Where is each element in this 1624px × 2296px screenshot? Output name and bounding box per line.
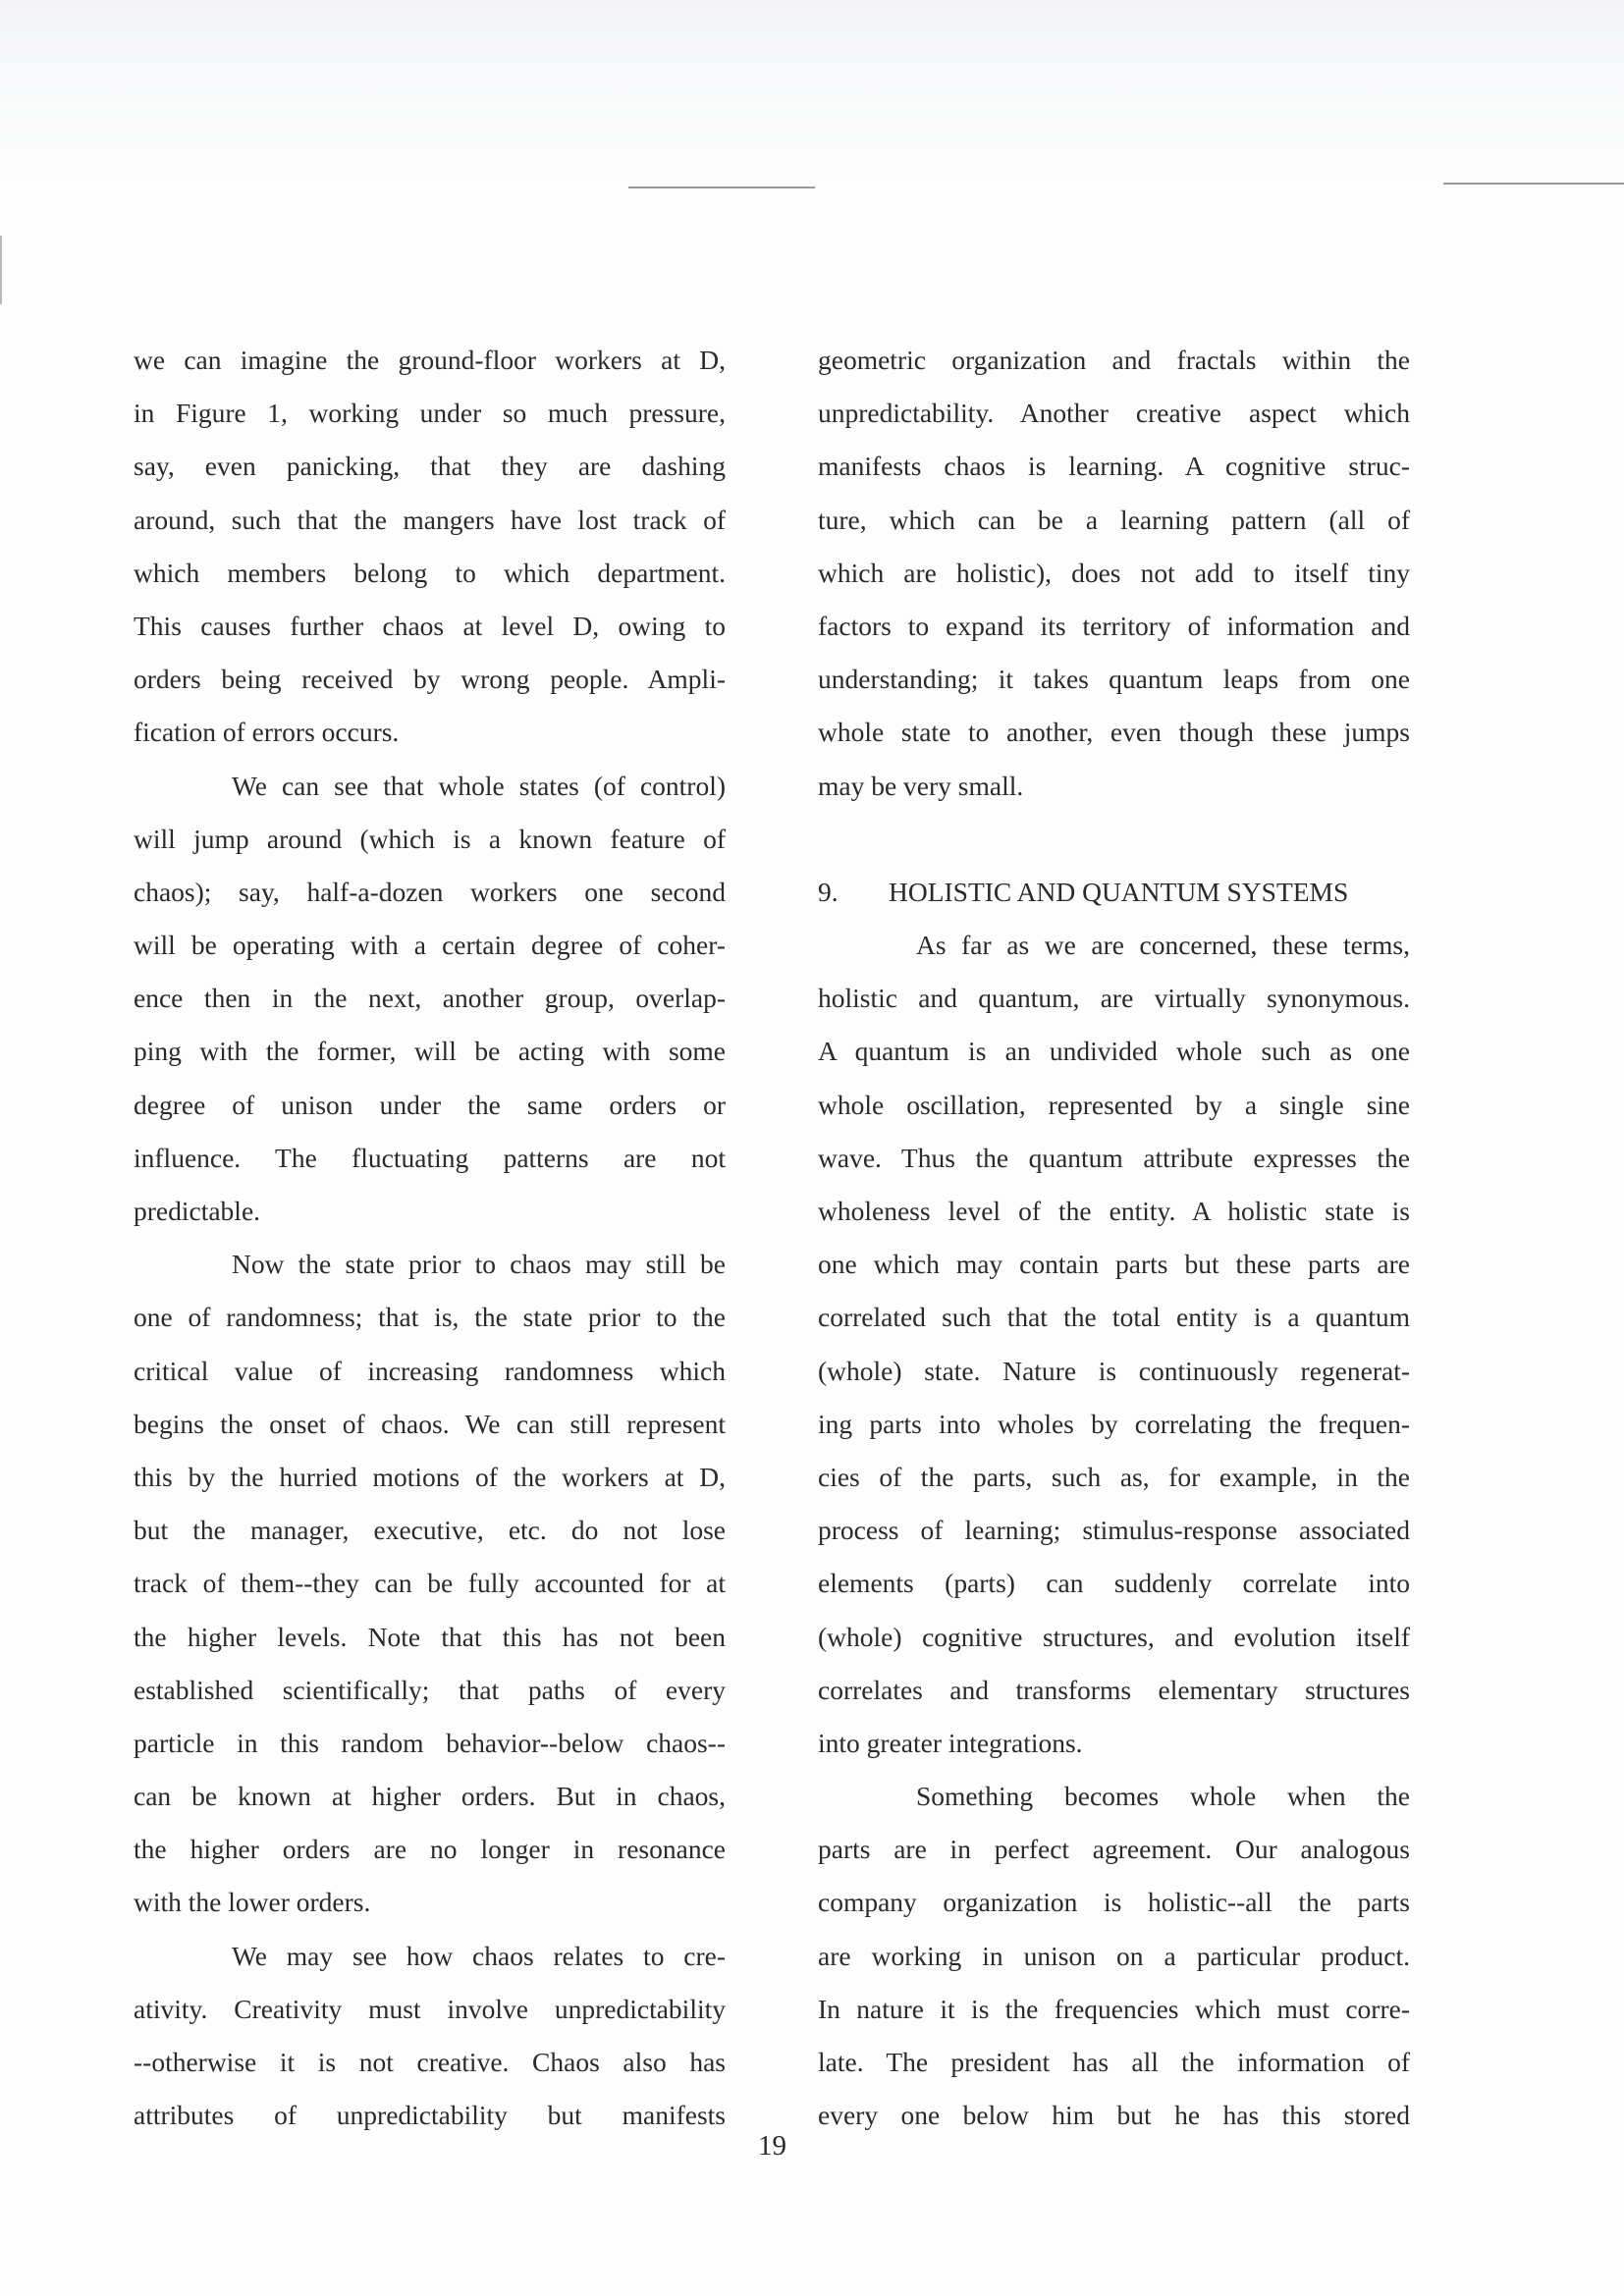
text-line: late. The president has all the information of <box>818 2047 1410 2077</box>
text-line: degree of unison under the same orders or <box>134 1089 726 1120</box>
page-number: 19 <box>758 2130 786 2162</box>
header-rule-right <box>1443 183 1624 185</box>
text-line: cies of the parts, such as, for example, in the <box>818 1461 1410 1492</box>
text-line: wholeness level of the entity. A holistic state is <box>818 1196 1410 1226</box>
text-line: the higher orders are no longer in resonance <box>134 1834 726 1865</box>
text-line: correlates and transforms elementary structures <box>818 1674 1410 1705</box>
text-line: influence. The fluctuating patterns are not <box>134 1142 726 1173</box>
text-line: say, even panicking, that they are dashing <box>134 451 726 482</box>
text-line: this by the hurried motions of the workers at D, <box>134 1461 726 1492</box>
text-line: into greater integrations. <box>818 1727 1083 1758</box>
text-line: (whole) state. Nature is continuously regenerat- <box>818 1355 1410 1386</box>
text-line: in Figure 1, working under so much pressure, <box>134 398 726 429</box>
text-line: process of learning; stimulus-response associated <box>818 1515 1410 1546</box>
text-line: In nature it is the frequencies which must corre- <box>818 1993 1410 2024</box>
text-line: track of them--they can be fully accounted for at <box>134 1568 726 1599</box>
text-line: parts are in perfect agreement. Our analogous <box>818 1834 1410 1865</box>
text-line: wave. Thus the quantum attribute expresses the <box>818 1142 1410 1173</box>
text-line: which members belong to which department. <box>134 557 726 588</box>
text-line: which are holistic), does not add to itself tiny <box>818 557 1410 588</box>
section-number: 9. <box>818 876 839 907</box>
text-line: the higher levels. Note that this has not been <box>134 1621 726 1652</box>
text-line: holistic and quantum, are virtually synonymous. <box>818 983 1410 1014</box>
text-line: chaos); say, half-a-dozen workers one second <box>134 876 726 907</box>
text-line: but the manager, executive, etc. do not lose <box>134 1515 726 1546</box>
text-line: one of randomness; that is, the state prior to the <box>134 1302 726 1333</box>
text-line: fication of errors occurs. <box>134 717 400 748</box>
text-line: factors to expand its territory of information and <box>818 610 1410 641</box>
text-line: around, such that the mangers have lost track of <box>134 504 726 535</box>
text-line: every one below him but he has this stored <box>818 2100 1410 2131</box>
text-line: Something becomes whole when the <box>916 1781 1410 1812</box>
section-title: HOLISTIC AND QUANTUM SYSTEMS <box>889 876 1349 907</box>
text-line: may be very small. <box>818 770 1024 801</box>
text-line: predictable. <box>134 1196 261 1226</box>
text-line: understanding; it takes quantum leaps from one <box>818 664 1410 695</box>
paragraph <box>134 760 726 1239</box>
text-line: A quantum is an undivided whole such as one <box>818 1036 1410 1067</box>
text-line: whole oscillation, represented by a single sine <box>818 1089 1410 1120</box>
paragraph <box>134 1930 726 2143</box>
text-line: We may see how chaos relates to cre- <box>232 1940 726 1971</box>
text-line: ture, which can be a learning pattern (all of <box>818 504 1410 535</box>
spacer <box>818 813 1410 866</box>
text-line: company organization is holistic--all the parts <box>818 1887 1410 1918</box>
text-line: We can see that whole states (of control) <box>232 770 726 801</box>
scan-edge-mark <box>0 236 2 304</box>
right-column <box>818 334 1410 2142</box>
text-line: (whole) cognitive structures, and evolution itself <box>818 1621 1410 1652</box>
text-line: ativity. Creativity must involve unpredictability <box>134 1993 726 2024</box>
left-column <box>134 334 726 2142</box>
paragraph <box>818 1770 1410 2142</box>
paragraph <box>134 334 726 760</box>
text-line: will jump around (which is a known feature of <box>134 823 726 854</box>
text-line: particle in this random behavior--below chaos-- <box>134 1727 726 1758</box>
paragraph <box>818 334 1410 813</box>
text-line: we can imagine the ground-floor workers at D, <box>134 345 726 375</box>
text-line: critical value of increasing randomness which <box>134 1355 726 1386</box>
text-line: one which may contain parts but these parts are <box>818 1249 1410 1280</box>
text-line: begins the onset of chaos. We can still represent <box>134 1408 726 1439</box>
header-rule <box>628 187 815 188</box>
paragraph <box>134 1238 726 1929</box>
paragraph <box>818 919 1410 1770</box>
text-line: Now the state prior to chaos may still be <box>232 1249 726 1280</box>
text-line: whole state to another, even though these jumps <box>818 717 1410 748</box>
text-line: This causes further chaos at level D, owing to <box>134 610 726 641</box>
text-line: attributes of unpredictability but manifests <box>134 2100 726 2131</box>
text-line: geometric organization and fractals within the <box>818 345 1410 375</box>
text-line: orders being received by wrong people. Ampli- <box>134 664 726 695</box>
text-line: ing parts into wholes by correlating the frequen- <box>818 1408 1410 1439</box>
text-line: elements (parts) can suddenly correlate into <box>818 1568 1410 1599</box>
text-line: unpredictability. Another creative aspect which <box>818 398 1410 429</box>
text-line: correlated such that the total entity is a quantum <box>818 1302 1410 1333</box>
text-line: --otherwise it is not creative. Chaos also has <box>134 2047 726 2077</box>
text-line: are working in unison on a particular product. <box>818 1940 1410 1971</box>
text-line: with the lower orders. <box>134 1887 371 1918</box>
text-line: can be known at higher orders. But in chaos, <box>134 1781 726 1812</box>
text-line: ence then in the next, another group, overlap- <box>134 983 726 1014</box>
text-line: established scientifically; that paths of every <box>134 1674 726 1705</box>
text-line: will be operating with a certain degree of coher- <box>134 930 726 961</box>
scan-shading <box>0 0 1624 187</box>
text-line: manifests chaos is learning. A cognitive struc- <box>818 451 1410 482</box>
text-line: ping with the former, will be acting with some <box>134 1036 726 1067</box>
text-line: As far as we are concerned, these terms, <box>916 930 1410 961</box>
section-heading <box>818 866 1410 919</box>
